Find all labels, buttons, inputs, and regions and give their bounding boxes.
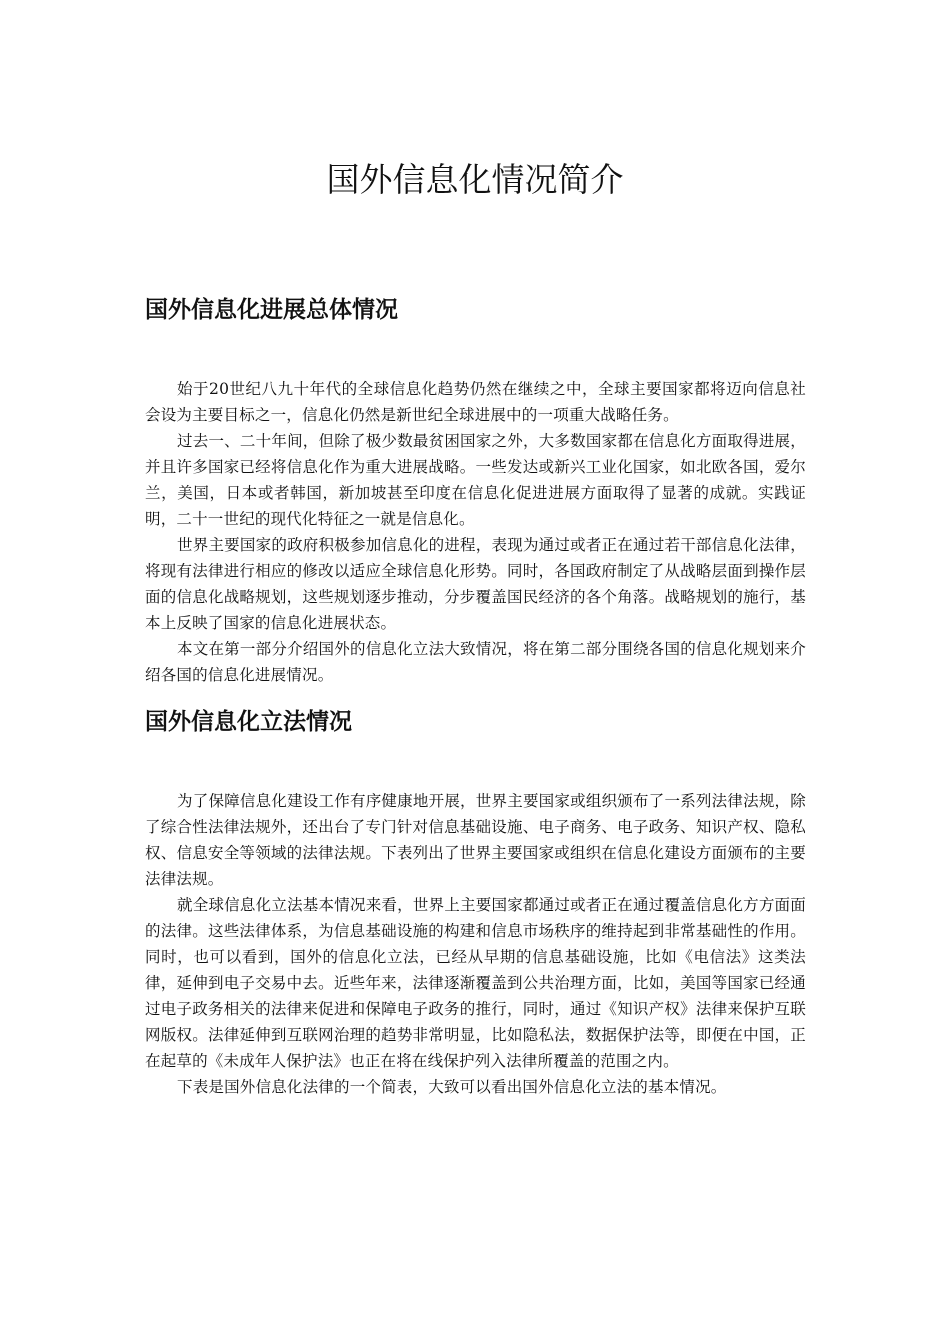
- page-title: 国外信息化情况简介: [326, 160, 624, 199]
- paragraph: 始于20世纪八九十年代的全球信息化趋势仍然在继续之中，全球主要国家都将迈向信息社会设为主要目标之一，信息化仍然是新世纪全球进展中的一项重大战略任务。: [145, 380, 806, 424]
- paragraph: 为了保障信息化建设工作有序健康地开展，世界主要国家或组织颁布了一系列法律法规，除了综合性法律法规外，还出台了专门针对信息基础设施、电子商务、电子政务、知识产权、隐私权、信息安全等领域的法律法规。下表列出了世界主要国家或组织在信息化建设方面颁布的主要法律法规。: [145, 792, 806, 888]
- section-body-legislation: [145, 788, 806, 1100]
- paragraph: 下表是国外信息化法律的一个简表，大致可以看出国外信息化立法的基本情况。: [177, 1078, 727, 1096]
- paragraph: 本文在第一部分介绍国外的信息化立法大致情况，将在第二部分围绕各国的信息化规划来介绍各国的信息化进展情况。: [145, 640, 806, 684]
- paragraph: 世界主要国家的政府积极参加信息化的进程，表现为通过或者正在通过若干部信息化法律，将现有法律进行相应的修改以适应全球信息化形势。同时，各国政府制定了从战略层面到操作层面的信息化战略规划，这些规划逐步推动，分步覆盖国民经济的各个角落。战略规划的施行，基本上反映了国家的信息化进展状态。: [145, 536, 806, 632]
- section-heading-legislation: 国外信息化立法情况: [145, 709, 352, 735]
- paragraph: 就全球信息化立法基本情况来看，世界上主要国家都通过或者正在通过覆盖信息化方方面面的法律。这些法律体系，为信息基础设施的构建和信息市场秩序的维持起到非常基础性的作用。同时，也可以看到，国外的信息化立法，已经从早期的信息基础设施，比如《电信法》这类法律，延伸到电子交易中去。近些年来，法律逐渐覆盖到公共治理方面，比如，美国等国家已经通过电子政务相关的法律来促进和保障电子政务的推行，同时，通过《知识产权》法律来保护互联网版权。法律延伸到互联网治理的趋势非常明显，比如隐私法，数据保护法等，即便在中国，正在起草的《未成年人保护法》也正在将在线保护列入法律所覆盖的范围之内。: [145, 896, 806, 1070]
- section-body-overview: [145, 376, 806, 688]
- paragraph: 过去一、二十年间，但除了极少数最贫困国家之外，大多数国家都在信息化方面取得进展，并且许多国家已经将信息化作为重大进展战略。一些发达或新兴工业化国家，如北欧各国，爱尔兰，美国，日本或者韩国，新加坡甚至印度在信息化促进进展方面取得了显著的成就。实践证明，二十一世纪的现代化特征之一就是信息化。: [145, 432, 806, 528]
- section-heading-overview: 国外信息化进展总体情况: [145, 297, 398, 323]
